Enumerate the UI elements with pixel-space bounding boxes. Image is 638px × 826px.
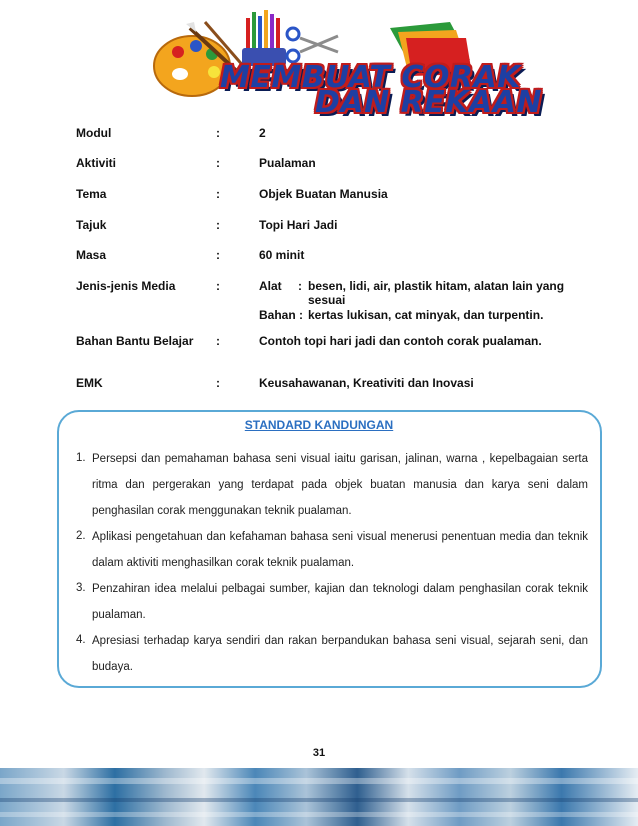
info-value: Keusahawanan, Kreativiti dan Inovasi: [259, 376, 474, 390]
pencil-cup-icon: [242, 10, 286, 66]
info-label: Masa: [76, 248, 107, 262]
standards-title: STANDARD KANDUNGAN: [244, 418, 394, 432]
palette-icon: [154, 36, 230, 96]
info-colon: :: [216, 126, 220, 140]
info-colon: :: [216, 334, 220, 348]
item-number: 2.: [76, 530, 86, 542]
media-alat-value-cont: sesuai: [308, 293, 346, 307]
info-label: Modul: [76, 126, 112, 140]
media-alat-label: Alat: [259, 279, 282, 293]
info-colon: :: [216, 248, 220, 262]
scissors-icon: [287, 28, 338, 62]
info-colon: :: [216, 156, 220, 170]
media-bahan-label: Bahan :: [259, 308, 304, 322]
info-value: Pualaman: [259, 156, 316, 170]
item-text: Penzahiran idea melalui pelbagai sumber, kajian dan teknologi dalam penghasilan corak teknik pualaman.: [92, 583, 588, 621]
info-value: Objek Buatan Manusia: [259, 187, 388, 201]
info-colon: :: [216, 187, 220, 201]
info-label: Jenis-jenis Media: [76, 279, 176, 293]
info-value: Topi Hari Jadi: [259, 218, 338, 232]
info-label: Aktiviti: [76, 156, 117, 170]
media-alat-colon: :: [298, 279, 302, 293]
item-text: Persepsi dan pemahaman bahasa seni visual iaitu garisan, jalinan, warna , kepelbagaian serta ritma dan pergerakan yang terdapat pada objek buatan manusia dan karya seni dalam penghasilan corak menggunakan teknik pualaman.: [92, 453, 588, 517]
banner-title-line2: DAN REKAAN: [315, 85, 543, 120]
item-number: 3.: [76, 582, 86, 594]
info-colon: :: [216, 376, 220, 390]
info-value: 2: [259, 126, 266, 140]
info-label: Tema: [76, 187, 107, 201]
info-value: 60 minit: [259, 248, 305, 262]
info-value: Contoh topi hari jadi dan contoh corak pualaman.: [259, 334, 542, 348]
header-banner: [150, 8, 543, 120]
item-number: 4.: [76, 634, 86, 646]
page-number: 31: [312, 747, 326, 759]
info-colon: :: [216, 218, 220, 232]
info-label: EMK: [76, 376, 103, 390]
info-label: Bahan Bantu Belajar: [76, 334, 194, 348]
info-row-media: [0, 279, 638, 323]
media-bahan-value: kertas lukisan, cat minyak, dan turpentin.: [308, 308, 544, 322]
info-colon: :: [216, 279, 220, 293]
media-alat-value: besen, lidi, air, plastik hitam, alatan lain yang: [308, 279, 565, 293]
item-text: Aplikasi pengetahuan dan kefahaman bahasa seni visual menerusi penentuan media dan teknik dalam aktiviti menghasilkan corak teknik pualaman.: [92, 531, 588, 569]
banner-title-line1: MEMBUAT CORAK: [220, 60, 521, 95]
item-text: Apresiasi terhadap karya sendiri dan rakan berpandukan bahasa seni visual, sejarah seni, dan budaya.: [92, 635, 588, 673]
info-label: Tajuk: [76, 218, 107, 232]
item-number: 1.: [76, 452, 86, 464]
footer-decorative-strip: [0, 768, 638, 826]
